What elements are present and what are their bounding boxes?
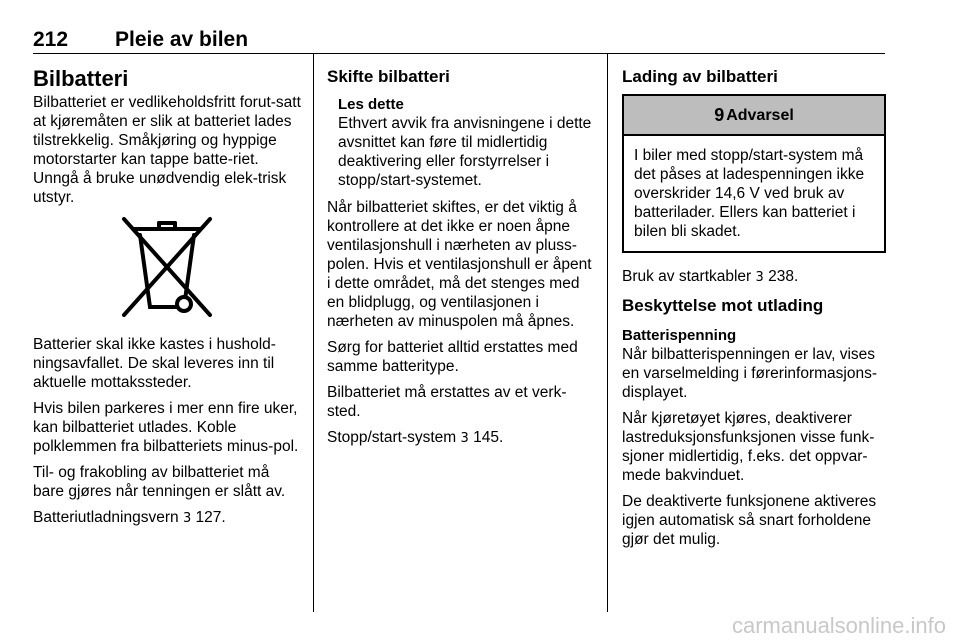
section-heading: Skifte bilbatteri xyxy=(327,67,450,86)
warning-header xyxy=(624,96,884,136)
paragraph: Hvis bilen parkeres i mer enn fire uker, kan bilbatteriet utlades. Koble polklemmen fra bilbatteriets minus-pol. xyxy=(33,400,299,455)
note-title: Les dette xyxy=(338,96,404,113)
note-text: Ethvert avvik fra anvisningene i dette avsnittet kan føre til midlertidig deaktivering eller forstyrrelser i stopp/start-systemet. xyxy=(338,115,592,189)
warning-body xyxy=(624,136,884,251)
section-heading: Lading av bilbatteri xyxy=(622,67,778,86)
page-ref-icon: 3 xyxy=(460,431,469,446)
paragraph: Batterier skal ikke kastes i hushold-ningsavfallet. De skal leveres inn til aktuelle mottakssteder. xyxy=(33,336,276,391)
crossed-bin-icon xyxy=(112,215,222,321)
subsection-heading: Beskyttelse mot utlading xyxy=(622,296,824,315)
page-ref-icon: 3 xyxy=(755,270,764,285)
column-2 xyxy=(327,60,595,455)
note-block xyxy=(327,96,595,190)
small-heading: Batterispenning xyxy=(622,327,737,344)
page-header xyxy=(33,28,885,52)
paragraph: Til- og frakobling av bilbatteriet må bare gjøres når tenningen er slått av. xyxy=(33,464,286,500)
warning-box xyxy=(622,94,886,253)
column-divider xyxy=(607,54,608,612)
column-3 xyxy=(622,60,886,556)
header-rule xyxy=(33,53,885,54)
cross-reference[interactable]: Stopp/start-system 3 145. xyxy=(327,429,504,446)
watermark: carmanualsonline.info xyxy=(731,613,946,638)
paragraph: Sørg for batteriet alltid erstattes med samme batteritype. xyxy=(327,339,578,375)
page-ref-icon: 3 xyxy=(182,511,192,526)
cross-reference[interactable]: Batteriutladningsvern 3 127. xyxy=(33,509,226,526)
section-heading: Bilbatteri xyxy=(33,66,129,91)
paragraph: Når bilbatterispenningen er lav, vises en varselmelding i førerinformasjons-displayet. xyxy=(622,346,877,401)
paragraph: Når bilbatteriet skiftes, er det viktig å kontrollere at det ikke er noen åpne ventilasjonshull i nærheten av pluss-polen. Hvis et ventilasjonshull er åpent i dette området, må det stenges med en blidplugg, og ventilasjonen i nærheten av minuspolen må åpnes. xyxy=(327,199,592,330)
paragraph: De deaktiverte funksjonene aktiveres igjen automatisk så snart forholdene gjør det mulig. xyxy=(622,493,877,548)
warning-text: I biler med stopp/start-system må det påses at ladespenningen ikke overskrider 14,6 V ved bruk av batterilader. Ellers kan batteriet i bilen bli skadet. xyxy=(634,147,865,240)
warning-icon: 9 xyxy=(714,104,725,125)
warning-title: Advarsel xyxy=(726,106,794,124)
chapter-title: Pleie av bilen xyxy=(115,28,249,51)
paragraph: Bilbatteriet må erstattes av et verk-sted. xyxy=(327,384,567,420)
cross-reference[interactable]: Bruk av startkabler 3 238. xyxy=(622,268,799,285)
column-1 xyxy=(33,60,301,535)
column-divider xyxy=(313,54,314,612)
page-number: 212 xyxy=(33,28,69,51)
paragraph: Bilbatteriet er vedlikeholdsfritt forut-satt at kjøremåten er slik at batteriet lades tilstrekkelig. Småkjøring og hyppige motorstarter kan tappe batte-riet. Unngå å bruke unødvendig elek-trisk utstyr. xyxy=(33,94,301,206)
paragraph: Når kjøretøyet kjøres, deaktiverer lastreduksjonsfunksjonen visse funk-sjoner midlertidig, f.eks. det oppvar-mede bakvinduet. xyxy=(622,410,875,484)
